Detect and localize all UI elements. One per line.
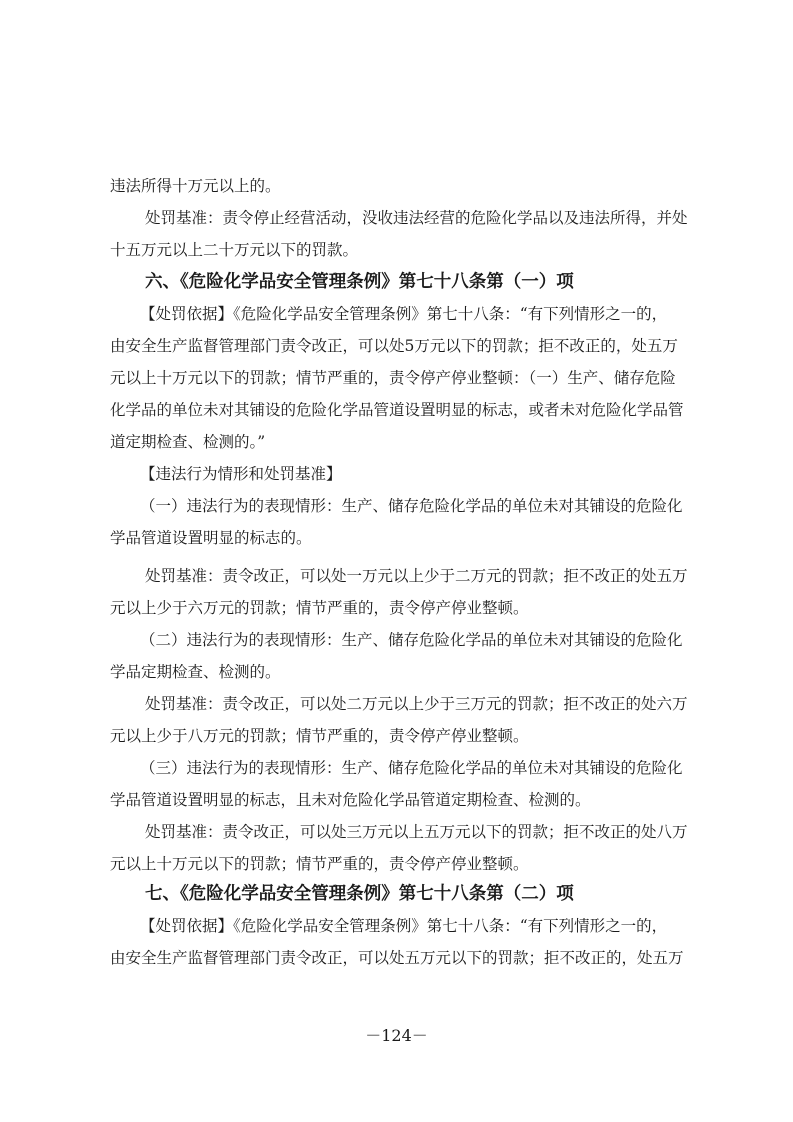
- line-text: 【处罚依据】《危险化学品安全管理条例》第七十八条：“有下列情形之一的，: [140, 305, 668, 323]
- line-text: 元以上少于八万元的罚款；情节严重的，责令停产停业整顿。: [110, 727, 529, 745]
- page-number: －124－: [365, 1026, 428, 1045]
- heading-text: 七、《危险化学品安全管理条例》第七十八条第（二）项: [145, 884, 574, 904]
- line-text: 处罚基准：责令停止经营活动，没收违法经营的危险化学品以及违法所得，并处: [145, 209, 688, 227]
- line-text: 学品定期检查、检测的。: [110, 663, 281, 681]
- heading-text: 六、《危险化学品安全管理条例》第七十八条第（一）项: [145, 272, 574, 292]
- line-text: 违法所得十万元以上的。: [110, 177, 281, 195]
- line-text: 元以上十万元以下的罚款；情节严重的，责令停产停业整顿：（一）生产、储存危险: [110, 369, 676, 387]
- line-text: 【处罚依据】《危险化学品安全管理条例》第七十八条：“有下列情形之一的，: [140, 917, 668, 935]
- line-text: 由安全生产监督管理部门责令改正，可以处5万元以下的罚款；拒不改正的，处五万: [110, 337, 678, 355]
- line-text: 元以上少于六万元的罚款；情节严重的，责令停产停业整顿。: [110, 599, 529, 617]
- line-text: 道定期检查、检测的。”: [110, 433, 266, 451]
- line-text: 十五万元以上二十万元以下的罚款。: [110, 241, 359, 259]
- line-text: 处罚基准：责令改正，可以处三万元以上五万元以下的罚款；拒不改正的处八万: [145, 823, 688, 841]
- line-text: 【违法行为情形和处罚基准】: [140, 465, 342, 483]
- line-text: 元以上十万元以下的罚款；情节严重的，责令停产停业整顿。: [110, 855, 529, 873]
- line-text: 由安全生产监督管理部门责令改正，可以处五万元以下的罚款；拒不改正的，处五万: [110, 949, 684, 967]
- line-text: （三）违法行为的表现情形：生产、储存危险化学品的单位未对其铺设的危险化: [140, 759, 683, 777]
- line-text: 处罚基准：责令改正，可以处一万元以上少于二万元的罚款；拒不改正的处五万: [145, 567, 688, 585]
- line-text: 学品管道设置明显的标志的。: [110, 529, 312, 547]
- line-text: （一）违法行为的表现情形：生产、储存危险化学品的单位未对其铺设的危险化: [140, 497, 683, 515]
- line-text: 化学品的单位未对其铺设的危险化学品管道设置明显的标志，或者未对危险化学品管: [110, 401, 684, 419]
- line-text: （二）违法行为的表现情形：生产、储存危险化学品的单位未对其铺设的危险化: [140, 631, 683, 649]
- line-text: 学品管道设置明显的标志，且未对危险化学品管道定期检查、检测的。: [110, 791, 591, 809]
- line-text: 处罚基准：责令改正，可以处二万元以上少于三万元的罚款；拒不改正的处六万: [145, 695, 688, 713]
